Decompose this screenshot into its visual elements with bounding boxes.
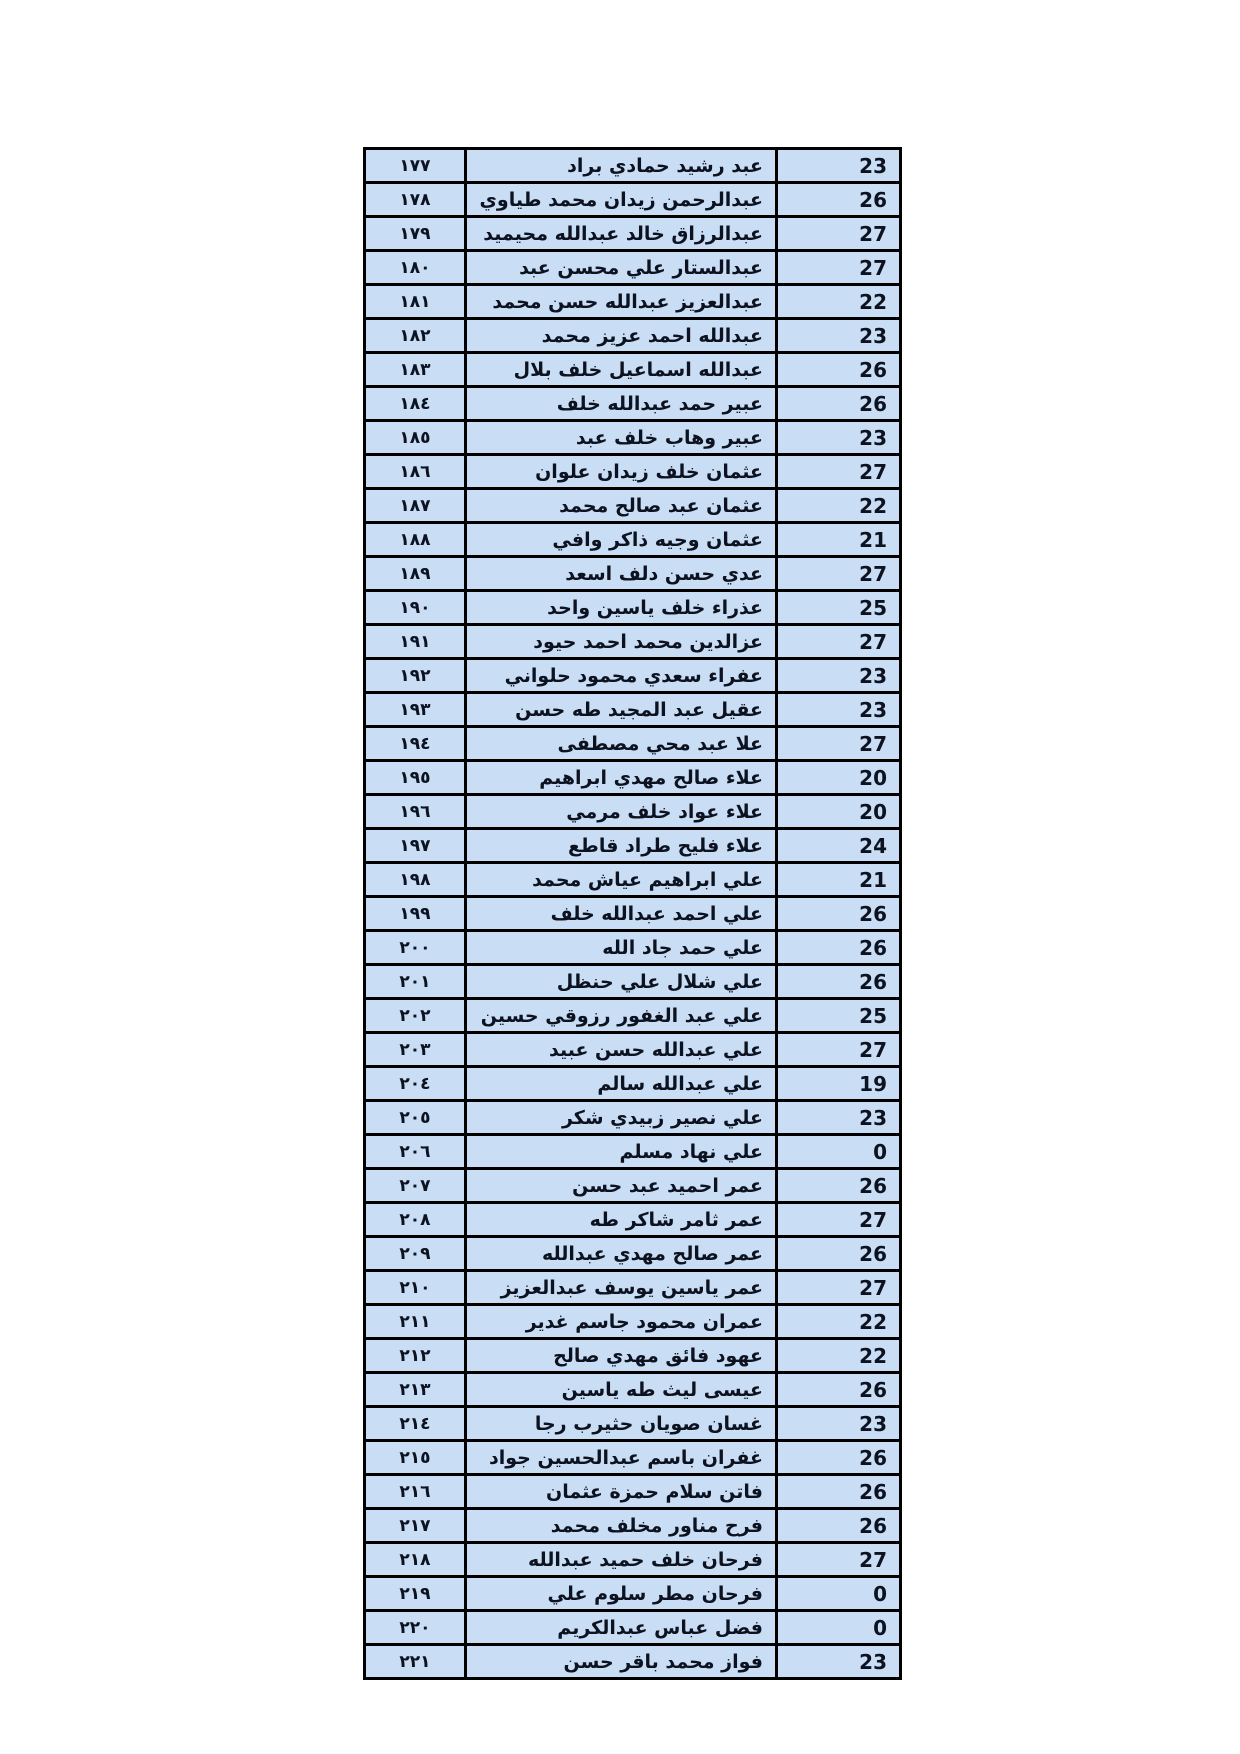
table-row (365, 1441, 901, 1475)
score-cell: 25 (777, 999, 901, 1033)
row-number-cell: ٢٠١ (365, 965, 466, 999)
table-row (365, 149, 901, 183)
name-cell: عهود فائق مهدي صالح (466, 1339, 777, 1373)
table-row (365, 931, 901, 965)
table-row (365, 1373, 901, 1407)
name-cell: علاء فليح طراد قاطع (466, 829, 777, 863)
table-row (365, 1033, 901, 1067)
table-row (365, 761, 901, 795)
table-row (365, 455, 901, 489)
name-cell: غفران باسم عبدالحسين جواد (466, 1441, 777, 1475)
row-number-cell: ١٨٢ (365, 319, 466, 353)
table-row (365, 1543, 901, 1577)
table-row (365, 659, 901, 693)
table-row (365, 1407, 901, 1441)
table-row (365, 489, 901, 523)
name-cell: عمران محمود جاسم غدير (466, 1305, 777, 1339)
row-number-cell: ٢٢٠ (365, 1611, 466, 1645)
score-cell: 27 (777, 1033, 901, 1067)
table-row (365, 1101, 901, 1135)
name-cell: عبدالعزيز عبدالله حسن محمد (466, 285, 777, 319)
name-cell: عبد رشيد حمادي براد (466, 149, 777, 183)
score-cell: 26 (777, 1509, 901, 1543)
table-row (365, 1169, 901, 1203)
table-row (365, 1339, 901, 1373)
row-number-cell: ١٨٤ (365, 387, 466, 421)
row-number-cell: ١٨٦ (365, 455, 466, 489)
name-cell: عبير حمد عبدالله خلف (466, 387, 777, 421)
score-cell: 23 (777, 1407, 901, 1441)
name-cell: فرحان خلف حميد عبدالله (466, 1543, 777, 1577)
name-cell: عفراء سعدي محمود حلواني (466, 659, 777, 693)
name-cell: علا عبد محي مصطفى (466, 727, 777, 761)
row-number-cell: ١٨٠ (365, 251, 466, 285)
row-number-cell: ٢١٢ (365, 1339, 466, 1373)
name-cell: عقيل عبد المجيد طه حسن (466, 693, 777, 727)
name-cell: علي احمد عبدالله خلف (466, 897, 777, 931)
row-number-cell: ٢٢١ (365, 1645, 466, 1679)
score-cell: 27 (777, 727, 901, 761)
name-cell: عمر ثامر شاكر طه (466, 1203, 777, 1237)
score-cell: 22 (777, 1305, 901, 1339)
score-cell: 26 (777, 353, 901, 387)
table-row (365, 1271, 901, 1305)
row-number-cell: ١٩٢ (365, 659, 466, 693)
score-cell: 0 (777, 1135, 901, 1169)
table-row (365, 319, 901, 353)
score-cell: 27 (777, 1271, 901, 1305)
row-number-cell: ٢١٦ (365, 1475, 466, 1509)
row-number-cell: ١٩٤ (365, 727, 466, 761)
row-number-cell: ٢١٥ (365, 1441, 466, 1475)
name-cell: فرحان مطر سلوم علي (466, 1577, 777, 1611)
score-cell: 26 (777, 897, 901, 931)
table-row (365, 1509, 901, 1543)
row-number-cell: ١٩٥ (365, 761, 466, 795)
name-cell: عبدالستار علي محسن عبد (466, 251, 777, 285)
score-cell: 23 (777, 149, 901, 183)
table-row (365, 1305, 901, 1339)
table-row (365, 1611, 901, 1645)
score-cell: 27 (777, 251, 901, 285)
row-number-cell: ٢١٨ (365, 1543, 466, 1577)
row-number-cell: ٢٠٨ (365, 1203, 466, 1237)
score-cell: 25 (777, 591, 901, 625)
score-cell: 0 (777, 1611, 901, 1645)
table-row (365, 217, 901, 251)
name-cell: علي عبدالله سالم (466, 1067, 777, 1101)
name-cell: علاء عواد خلف مرمي (466, 795, 777, 829)
name-cell: عمر احميد عبد حسن (466, 1169, 777, 1203)
row-number-cell: ١٨٣ (365, 353, 466, 387)
name-cell: عمر صالح مهدي عبدالله (466, 1237, 777, 1271)
score-cell: 23 (777, 659, 901, 693)
score-cell: 23 (777, 319, 901, 353)
table-row (365, 727, 901, 761)
score-cell: 26 (777, 183, 901, 217)
row-number-cell: ١٧٨ (365, 183, 466, 217)
score-cell: 27 (777, 455, 901, 489)
name-cell: علي نصير زبيدي شكر (466, 1101, 777, 1135)
name-cell: عثمان خلف زيدان علوان (466, 455, 777, 489)
name-cell: عذراء خلف ياسين واحد (466, 591, 777, 625)
score-cell: 19 (777, 1067, 901, 1101)
score-cell: 26 (777, 965, 901, 999)
table-row (365, 625, 901, 659)
score-cell: 21 (777, 863, 901, 897)
row-number-cell: ٢٠٠ (365, 931, 466, 965)
name-cell: فواز محمد باقر حسن (466, 1645, 777, 1679)
table-row (365, 421, 901, 455)
table-body (365, 149, 901, 1679)
name-cell: عزالدين محمد احمد حيود (466, 625, 777, 659)
table-row (365, 387, 901, 421)
name-cell: عدي حسن دلف اسعد (466, 557, 777, 591)
name-cell: عبير وهاب خلف عبد (466, 421, 777, 455)
score-cell: 26 (777, 1237, 901, 1271)
score-cell: 20 (777, 795, 901, 829)
table-row (365, 1237, 901, 1271)
score-cell: 27 (777, 1543, 901, 1577)
score-cell: 23 (777, 421, 901, 455)
score-cell: 0 (777, 1577, 901, 1611)
name-cell: فضل عباس عبدالكريم (466, 1611, 777, 1645)
row-number-cell: ١٩٣ (365, 693, 466, 727)
score-cell: 27 (777, 1203, 901, 1237)
name-cell: فاتن سلام حمزة عثمان (466, 1475, 777, 1509)
row-number-cell: ٢١٧ (365, 1509, 466, 1543)
row-number-cell: ١٨٩ (365, 557, 466, 591)
row-number-cell: ١٨٧ (365, 489, 466, 523)
table-row (365, 1135, 901, 1169)
score-cell: 21 (777, 523, 901, 557)
row-number-cell: ٢٠٤ (365, 1067, 466, 1101)
row-number-cell: ٢١٠ (365, 1271, 466, 1305)
table-row (365, 1067, 901, 1101)
table-row (365, 591, 901, 625)
row-number-cell: ١٨٨ (365, 523, 466, 557)
score-cell: 23 (777, 1101, 901, 1135)
table-row (365, 829, 901, 863)
row-number-cell: ٢٠٥ (365, 1101, 466, 1135)
name-cell: علي عبدالله حسن عبيد (466, 1033, 777, 1067)
score-cell: 27 (777, 557, 901, 591)
score-cell: 26 (777, 931, 901, 965)
score-cell: 23 (777, 693, 901, 727)
score-cell: 22 (777, 285, 901, 319)
name-cell: عثمان عبد صالح محمد (466, 489, 777, 523)
table-row (365, 251, 901, 285)
name-cell: علاء صالح مهدي ابراهيم (466, 761, 777, 795)
row-number-cell: ٢٠٩ (365, 1237, 466, 1271)
name-cell: عبدالرزاق خالد عبدالله محيميد (466, 217, 777, 251)
name-cell: علي حمد جاد الله (466, 931, 777, 965)
row-number-cell: ١٩٦ (365, 795, 466, 829)
table-row (365, 183, 901, 217)
row-number-cell: ٢٠٧ (365, 1169, 466, 1203)
score-cell: 27 (777, 625, 901, 659)
table-row (365, 863, 901, 897)
row-number-cell: ١٨١ (365, 285, 466, 319)
table-row (365, 999, 901, 1033)
table-row (365, 285, 901, 319)
row-number-cell: ٢١٤ (365, 1407, 466, 1441)
score-cell: 26 (777, 1169, 901, 1203)
table-row (365, 353, 901, 387)
row-number-cell: ٢٠٣ (365, 1033, 466, 1067)
name-cell: عبدالله اسماعيل خلف بلال (466, 353, 777, 387)
row-number-cell: ٢١٩ (365, 1577, 466, 1611)
score-cell: 20 (777, 761, 901, 795)
name-cell: علي عبد الغفور رزوقي حسين (466, 999, 777, 1033)
row-number-cell: ٢١١ (365, 1305, 466, 1339)
row-number-cell: ١٩٧ (365, 829, 466, 863)
row-number-cell: ١٧٧ (365, 149, 466, 183)
row-number-cell: ١٩١ (365, 625, 466, 659)
name-cell: عيسى ليث طه ياسين (466, 1373, 777, 1407)
score-cell: 26 (777, 387, 901, 421)
student-scores-table (363, 147, 902, 1680)
row-number-cell: ١٨٥ (365, 421, 466, 455)
name-cell: فرح مناور مخلف محمد (466, 1509, 777, 1543)
score-cell: 26 (777, 1475, 901, 1509)
table-row (365, 965, 901, 999)
score-cell: 24 (777, 829, 901, 863)
row-number-cell: ١٩٠ (365, 591, 466, 625)
name-cell: عبدالرحمن زيدان محمد طياوي (466, 183, 777, 217)
name-cell: علي ابراهيم عياش محمد (466, 863, 777, 897)
score-cell: 26 (777, 1373, 901, 1407)
score-cell: 27 (777, 217, 901, 251)
table-row (365, 1203, 901, 1237)
score-cell: 23 (777, 1645, 901, 1679)
score-cell: 26 (777, 1441, 901, 1475)
row-number-cell: ٢٠٦ (365, 1135, 466, 1169)
table-row (365, 693, 901, 727)
table-row (365, 1645, 901, 1679)
score-cell: 22 (777, 1339, 901, 1373)
table-row (365, 795, 901, 829)
row-number-cell: ١٧٩ (365, 217, 466, 251)
row-number-cell: ٢١٣ (365, 1373, 466, 1407)
row-number-cell: ١٩٩ (365, 897, 466, 931)
name-cell: علي نهاد مسلم (466, 1135, 777, 1169)
table-row (365, 897, 901, 931)
name-cell: عمر ياسين يوسف عبدالعزيز (466, 1271, 777, 1305)
row-number-cell: ١٩٨ (365, 863, 466, 897)
name-cell: غسان صويان حثيرب رجا (466, 1407, 777, 1441)
name-cell: علي شلال علي حنظل (466, 965, 777, 999)
row-number-cell: ٢٠٢ (365, 999, 466, 1033)
name-cell: عثمان وجيه ذاكر وافي (466, 523, 777, 557)
score-cell: 22 (777, 489, 901, 523)
name-cell: عبدالله احمد عزيز محمد (466, 319, 777, 353)
table-row (365, 523, 901, 557)
table-row (365, 1577, 901, 1611)
table-row (365, 1475, 901, 1509)
table-row (365, 557, 901, 591)
